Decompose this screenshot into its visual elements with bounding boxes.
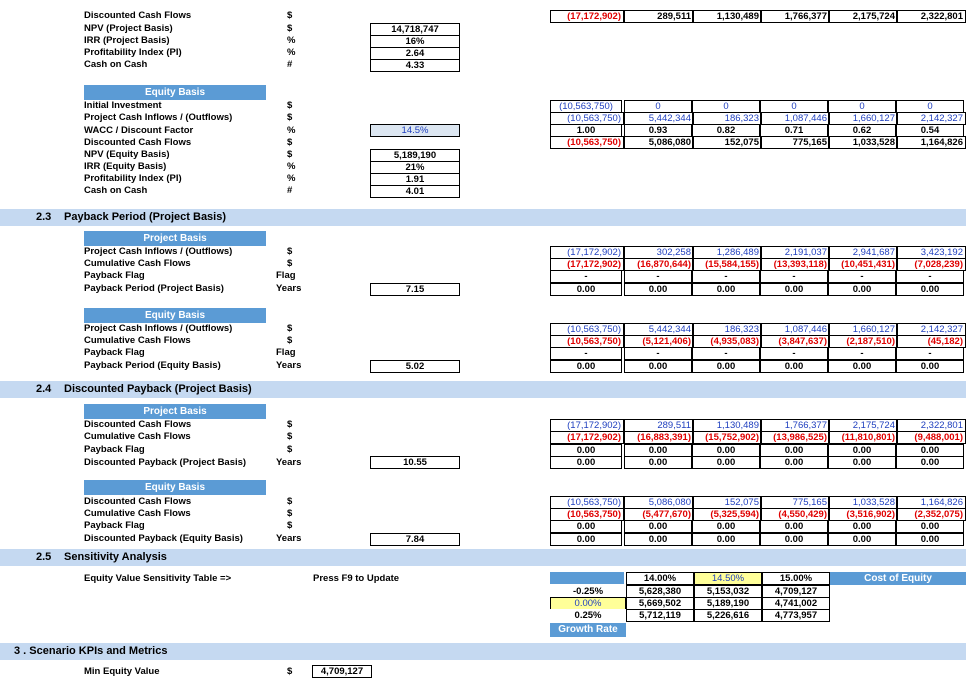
f9-hint: Press F9 to Update xyxy=(313,573,400,584)
grid-cell: (10,563,750) xyxy=(550,335,624,348)
row-label: Profitability Index (PI) xyxy=(84,47,182,58)
row-label: Discounted Payback (Project Basis) xyxy=(84,457,247,468)
row-unit: Years xyxy=(276,457,302,468)
row-label: Cumulative Cash Flows xyxy=(84,508,191,519)
row-unit: $ xyxy=(287,508,293,519)
row-label: Project Cash Inflows / (Outflows) xyxy=(84,323,233,334)
grid-cell: 0.00 xyxy=(760,456,828,469)
grid-cell: 0.54 xyxy=(896,124,964,137)
row-unit: % xyxy=(287,173,296,184)
row-unit: Years xyxy=(276,283,302,294)
row-unit: $ xyxy=(287,520,293,531)
grid-cell: 0 xyxy=(760,100,828,113)
sens-row-header: -0.25% xyxy=(550,585,626,598)
grid-cell: 302,258 xyxy=(624,246,694,259)
grid-cell: 0.00 xyxy=(624,456,692,469)
grid-cell: (4,935,083) xyxy=(692,335,762,348)
row-unit: $ xyxy=(287,419,293,430)
irr-equity-value[interactable]: 21% xyxy=(370,161,460,174)
grid-cell: 289,511 xyxy=(624,419,694,432)
equity-basis-header: Equity Basis xyxy=(84,308,266,323)
section-number: 2.3 xyxy=(36,211,52,223)
grid-cell: - xyxy=(896,347,964,360)
grid-cell: (5,477,670) xyxy=(624,508,694,521)
row-label: NPV (Project Basis) xyxy=(84,23,173,34)
grid-cell: 0.00 xyxy=(550,533,622,546)
grid-cell: (4,550,429) xyxy=(760,508,830,521)
grid-cell: 0.00 xyxy=(760,533,828,546)
sens-cell: 4,773,957 xyxy=(762,609,830,622)
sensitivity-label: Equity Value Sensitivity Table => xyxy=(84,573,232,584)
grid-cell: 0.00 xyxy=(896,456,964,469)
grid-cell: (13,393,118) xyxy=(760,258,830,271)
row-unit: Flag xyxy=(276,347,296,358)
wacc-input[interactable]: 14.5% xyxy=(370,124,460,137)
sens-cell: 5,226,616 xyxy=(694,609,762,622)
grid-cell: 1,033,528 xyxy=(828,136,898,149)
grid-cell: 0.00 xyxy=(760,360,828,373)
row-label: Payback Flag xyxy=(84,520,145,531)
grid-cell: 0.00 xyxy=(692,360,760,373)
grid-cell: 152,075 xyxy=(692,136,762,149)
grid-cell: 0.82 xyxy=(692,124,760,137)
grid-cell: (11,810,801) xyxy=(828,431,898,444)
grid-cell: 0.00 xyxy=(550,456,622,469)
row-label: Cumulative Cash Flows xyxy=(84,431,191,442)
grid-cell: - xyxy=(624,270,692,283)
section-title: Discounted Payback (Project Basis) xyxy=(64,383,252,395)
row-label: Cash on Cash xyxy=(84,59,148,70)
grid-cell: 0.00 xyxy=(828,444,896,457)
grid-cell: (17,172,902) xyxy=(550,258,624,271)
grid-cell: 0.00 xyxy=(760,520,828,533)
grid-cell: (9,488,001) xyxy=(896,431,966,444)
npv-equity-value[interactable]: 5,189,190 xyxy=(370,149,460,162)
section-title: Payback Period (Project Basis) xyxy=(64,211,227,223)
grid-cell: (15,752,902) xyxy=(692,431,762,444)
section-header-2-4 xyxy=(0,381,966,398)
sens-row-header: 0.25% xyxy=(550,609,626,622)
grid-cell: 0.62 xyxy=(828,124,896,137)
payback-project-value[interactable]: 7.15 xyxy=(370,283,460,296)
grid-cell: 1,766,377 xyxy=(760,10,830,23)
grid-cell: 5,442,344 xyxy=(624,323,694,336)
grid-cell: 0 xyxy=(624,100,692,113)
sens-row-header-base[interactable]: 0.00% xyxy=(550,597,626,610)
grid-cell: 0.00 xyxy=(896,444,964,457)
sens-cell: 5,189,190 xyxy=(694,597,762,610)
grid-cell: 0.00 xyxy=(828,520,896,533)
grid-cell: 2,142,327 xyxy=(896,323,966,336)
grid-cell: (10,563,750) xyxy=(550,112,624,125)
grid-cell: 0.00 xyxy=(550,360,622,373)
grid-cell: 0.00 xyxy=(692,520,760,533)
grid-cell: (10,563,750) xyxy=(550,136,624,149)
grid-cell: 775,165 xyxy=(760,496,830,509)
equity-basis-header: Equity Basis xyxy=(84,480,266,495)
sens-cell: 5,669,502 xyxy=(626,597,694,610)
grid-cell: 2,175,724 xyxy=(828,10,898,23)
row-label: Project Cash Inflows / (Outflows) xyxy=(84,246,233,257)
grid-cell: - xyxy=(896,270,964,283)
grid-cell: (10,563,750) xyxy=(550,323,624,336)
min-equity-value[interactable]: 4,709,127 xyxy=(312,665,372,678)
grid-cell: 152,075 xyxy=(692,496,762,509)
row-unit: $ xyxy=(287,258,293,269)
grid-cell: 0.00 xyxy=(550,444,622,457)
grid-cell: 0.00 xyxy=(760,283,828,296)
grid-cell: 775,165 xyxy=(760,136,830,149)
grid-cell: 0.00 xyxy=(828,533,896,546)
grid-cell: (17,172,902) xyxy=(550,10,624,23)
grid-cell: 2,941,687 xyxy=(828,246,898,259)
row-unit: $ xyxy=(287,10,293,21)
grid-cell: (16,870,644) xyxy=(624,258,694,271)
grid-cell: (5,121,406) xyxy=(624,335,694,348)
sens-col-header: 15.00% xyxy=(762,572,830,585)
grid-cell: 2,175,724 xyxy=(828,419,898,432)
row-unit: # xyxy=(287,185,293,196)
grid-cell: 186,323 xyxy=(692,323,762,336)
grid-cell: 0.00 xyxy=(550,283,622,296)
grid-cell: 1,033,528 xyxy=(828,496,898,509)
row-unit: $ xyxy=(287,246,293,257)
project-basis-header: Project Basis xyxy=(84,404,266,419)
irr-project-value[interactable]: 16% xyxy=(370,35,460,48)
sens-cell: 4,741,002 xyxy=(762,597,830,610)
grid-cell: 0.00 xyxy=(550,520,622,533)
sens-cell: 5,628,380 xyxy=(626,585,694,598)
equity-basis-header: Equity Basis xyxy=(84,85,266,100)
min-equity-label: Min Equity Value xyxy=(84,666,160,677)
grid-cell: 5,086,080 xyxy=(624,496,694,509)
grid-cell: - xyxy=(760,347,828,360)
grid-cell: - xyxy=(692,270,760,283)
grid-cell: 1,660,127 xyxy=(828,112,898,125)
row-unit: $ xyxy=(287,666,293,677)
sens-col-header-base[interactable]: 14.50% xyxy=(694,572,762,585)
grid-cell: 5,086,080 xyxy=(624,136,694,149)
grid-cell: 0.00 xyxy=(692,283,760,296)
row-label: Payback Flag xyxy=(84,347,145,358)
row-label: NPV (Equity Basis) xyxy=(84,149,170,160)
grid-cell: - xyxy=(692,347,760,360)
grid-cell: (7,028,239) xyxy=(896,258,966,271)
section-header-2-3 xyxy=(0,209,966,226)
grid-cell: 5,442,344 xyxy=(624,112,694,125)
row-label: Cumulative Cash Flows xyxy=(84,258,191,269)
row-label: Cash on Cash xyxy=(84,185,148,196)
section-number: 2.4 xyxy=(36,383,52,395)
sens-col-header: 14.00% xyxy=(626,572,694,585)
growth-rate-label: Growth Rate xyxy=(550,623,626,637)
grid-cell: 0.00 xyxy=(692,456,760,469)
pi-project-value[interactable]: 2.64 xyxy=(370,47,460,60)
row-label: IRR (Project Basis) xyxy=(84,35,170,46)
row-unit: # xyxy=(287,59,293,70)
row-label: Discounted Cash Flows xyxy=(84,496,192,507)
grid-cell: 2,191,037 xyxy=(760,246,830,259)
grid-cell: 0.00 xyxy=(896,283,964,296)
grid-cell: 0.00 xyxy=(624,520,692,533)
row-unit: % xyxy=(287,161,296,172)
grid-cell: 0.71 xyxy=(760,124,828,137)
grid-cell: 0 xyxy=(692,100,760,113)
grid-cell: - xyxy=(760,270,828,283)
row-label: Cumulative Cash Flows xyxy=(84,335,191,346)
grid-cell: 1,087,446 xyxy=(760,112,830,125)
grid-cell: (10,451,431) xyxy=(828,258,898,271)
row-unit: $ xyxy=(287,335,293,346)
row-label: Discounted Payback (Equity Basis) xyxy=(84,533,243,544)
section-title: Sensitivity Analysis xyxy=(64,551,167,563)
grid-cell: - xyxy=(550,347,622,360)
section-header-3 xyxy=(0,643,966,660)
sens-cell: 5,712,119 xyxy=(626,609,694,622)
row-unit: $ xyxy=(287,137,293,148)
cost-of-equity-label: Cost of Equity xyxy=(830,572,966,585)
npv-project-value[interactable]: 14,718,747 xyxy=(370,23,460,36)
grid-cell: 2,322,801 xyxy=(896,10,966,23)
grid-cell: 1,164,826 xyxy=(896,496,966,509)
grid-cell: 1,087,446 xyxy=(760,323,830,336)
grid-cell: (17,172,902) xyxy=(550,246,624,259)
grid-cell: 0.00 xyxy=(828,456,896,469)
grid-cell: 0.00 xyxy=(760,444,828,457)
row-unit: $ xyxy=(287,112,293,123)
row-unit: % xyxy=(287,47,296,58)
row-label: IRR (Equity Basis) xyxy=(84,161,167,172)
row-label: Discounted Cash Flows xyxy=(84,419,192,430)
grid-cell: 2,142,327 xyxy=(896,112,966,125)
grid-cell: (5,325,594) xyxy=(692,508,762,521)
row-label: Payback Flag xyxy=(84,270,145,281)
row-label: Discounted Cash Flows xyxy=(84,137,192,148)
grid-cell: (17,172,902) xyxy=(550,419,624,432)
grid-cell: 0.00 xyxy=(896,533,964,546)
row-label: Payback Flag xyxy=(84,444,145,455)
sens-cell: 5,153,032 xyxy=(694,585,762,598)
grid-cell: (3,847,637) xyxy=(760,335,830,348)
grid-cell: 0 xyxy=(896,100,964,113)
grid-cell: - xyxy=(828,347,896,360)
grid-cell: (45,182) xyxy=(896,335,966,348)
grid-cell: 0.93 xyxy=(624,124,692,137)
row-label: Initial Investment xyxy=(84,100,162,111)
grid-cell: 0.00 xyxy=(692,444,760,457)
section-number: 2.5 xyxy=(36,551,52,563)
grid-cell: (10,563,750) xyxy=(550,496,624,509)
grid-cell: 1,286,489 xyxy=(692,246,762,259)
row-unit: $ xyxy=(287,149,293,160)
grid-cell: 2,322,801 xyxy=(896,419,966,432)
grid-cell: 1,130,489 xyxy=(692,10,762,23)
sensitivity-corner xyxy=(550,572,624,584)
row-unit: % xyxy=(287,35,296,46)
grid-cell: - xyxy=(550,270,622,283)
row-label: Project Cash Inflows / (Outflows) xyxy=(84,112,233,123)
row-unit: $ xyxy=(287,496,293,507)
section-title: 3 . Scenario KPIs and Metrics xyxy=(14,645,168,657)
sens-cell: 4,709,127 xyxy=(762,585,830,598)
grid-cell: 0.00 xyxy=(896,520,964,533)
grid-cell: 1,164,826 xyxy=(896,136,966,149)
grid-cell: 0.00 xyxy=(624,360,692,373)
row-unit: Years xyxy=(276,360,302,371)
grid-cell: (16,883,391) xyxy=(624,431,694,444)
grid-cell: (13,986,525) xyxy=(760,431,830,444)
grid-cell: 1.00 xyxy=(550,124,622,137)
grid-cell: (15,584,155) xyxy=(692,258,762,271)
grid-cell: - xyxy=(828,270,896,283)
grid-cell: 0.00 xyxy=(828,360,896,373)
project-basis-header: Project Basis xyxy=(84,231,266,246)
discounted-payback-equity-value[interactable]: 7.84 xyxy=(370,533,460,546)
grid-cell: 0 xyxy=(828,100,896,113)
row-unit: Flag xyxy=(276,270,296,281)
grid-cell: 0.00 xyxy=(624,533,692,546)
grid-cell: 1,766,377 xyxy=(760,419,830,432)
grid-cell: 0.00 xyxy=(896,360,964,373)
grid-cell: 0.00 xyxy=(624,283,692,296)
grid-cell: (17,172,902) xyxy=(550,431,624,444)
grid-cell: 3,423,192 xyxy=(896,246,966,259)
row-label: Payback Period (Equity Basis) xyxy=(84,360,221,371)
grid-cell: 186,323 xyxy=(692,112,762,125)
payback-equity-value[interactable]: 5.02 xyxy=(370,360,460,373)
row-unit: $ xyxy=(287,100,293,111)
row-unit: % xyxy=(287,125,296,136)
grid-cell: - xyxy=(624,347,692,360)
grid-cell: (2,187,510) xyxy=(828,335,898,348)
row-unit: Years xyxy=(276,533,302,544)
grid-cell: 1,660,127 xyxy=(828,323,898,336)
row-unit: $ xyxy=(287,323,293,334)
row-unit: $ xyxy=(287,431,293,442)
row-label: Profitability Index (PI) xyxy=(84,173,182,184)
pi-equity-value[interactable]: 1.91 xyxy=(370,173,460,186)
grid-cell: (3,516,902) xyxy=(828,508,898,521)
grid-cell: (10,563,750) xyxy=(550,100,622,113)
grid-cell: 289,511 xyxy=(624,10,694,23)
row-label: WACC / Discount Factor xyxy=(84,125,194,136)
grid-cell: (2,352,075) xyxy=(896,508,966,521)
row-unit: $ xyxy=(287,444,293,455)
coc-project-value[interactable]: 4.33 xyxy=(370,59,460,72)
grid-cell: 1,130,489 xyxy=(692,419,762,432)
row-label: Discounted Cash Flows xyxy=(84,10,192,21)
grid-cell: 0.00 xyxy=(624,444,692,457)
grid-cell: 0.00 xyxy=(692,533,760,546)
row-unit: $ xyxy=(287,23,293,34)
grid-cell: 0.00 xyxy=(828,283,896,296)
section-header-2-5 xyxy=(0,549,966,566)
coc-equity-value[interactable]: 4.01 xyxy=(370,185,460,198)
discounted-payback-project-value[interactable]: 10.55 xyxy=(370,456,460,469)
grid-cell: (10,563,750) xyxy=(550,508,624,521)
row-label: Payback Period (Project Basis) xyxy=(84,283,224,294)
